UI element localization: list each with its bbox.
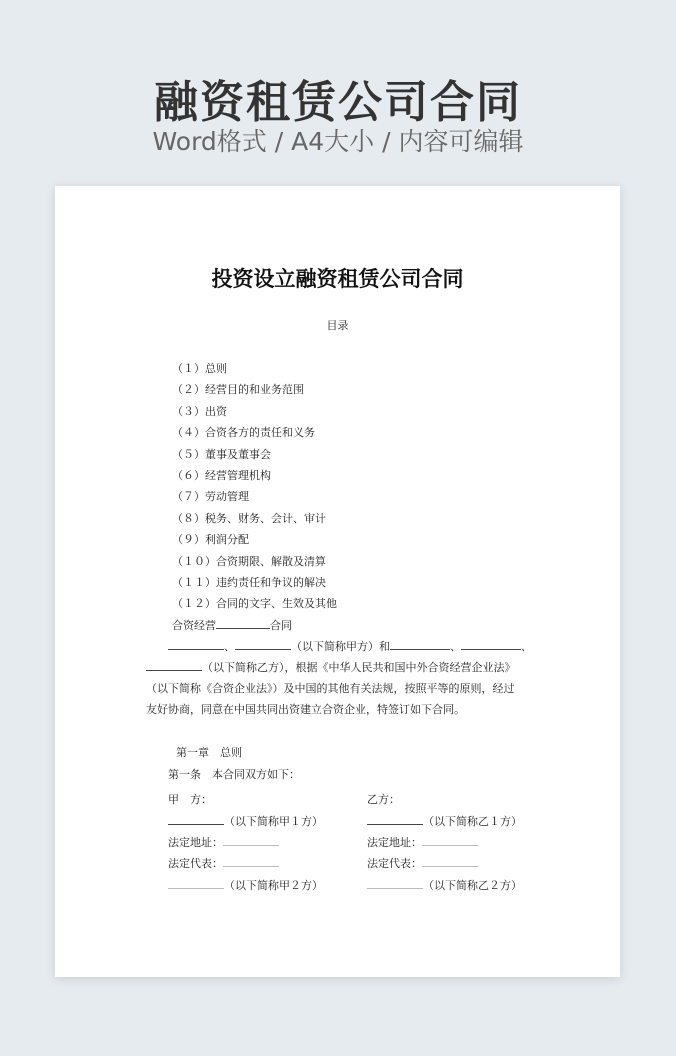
intro-text: （以下简称甲方）和 [291,640,390,653]
party-a-address [168,833,279,850]
table-of-contents [172,358,572,636]
toc-item: （１１）违约责任和争议的解决 [172,576,326,590]
contract-name-line [172,615,572,636]
intro-line-4: 友好协商，同意在中国共同出资建立合资企业，特签订如下合同。 [146,703,465,716]
banner-title: 融资租赁公司合同 [154,77,522,128]
article-one: 第一条 本合同双方如下： [168,768,300,781]
toc-item: （２）经营目的和业务范围 [172,383,304,397]
party-blank [461,637,521,650]
party-a-label: 甲 方： [168,793,212,806]
name-blank [168,876,224,889]
party-a-rep2-text: （以下简称甲２方） [224,879,323,892]
name-blank [367,876,423,889]
party-a-rep1-text: （以下简称甲１方） [224,815,323,828]
party-b-legal-rep [367,854,478,871]
toc-item: （１２）合同的文字、生效及其他 [172,597,337,611]
chapter-heading: 第一章 总则 [176,746,242,759]
name-blank [168,812,224,825]
toc-item: （５）董事及董事会 [172,447,271,461]
toc-item: （１０）合资期限、解散及清算 [172,554,326,568]
party-blank [146,658,202,671]
toc-item: （１）总则 [172,362,227,375]
name-blank [367,812,423,825]
party-b-rep1 [367,812,522,829]
toc-item: （９）利润分配 [172,533,249,547]
party-a-rep2 [168,876,323,893]
party-blank [390,637,450,650]
legal-rep-blank [223,854,279,867]
party-b-label: 乙方： [367,793,400,806]
party-b-address-label: 法定地址： [367,836,422,849]
party-b-rep1-text: （以下简称乙１方） [423,815,522,828]
intro-line-3: （以下简称《合资企业法》）及中国的其他有关法规，按照平等的原则，经过 [146,682,515,695]
toc-item: （４）合资各方的责任和义务 [172,426,315,440]
party-a-legal-rep [168,854,279,871]
intro-line-2 [146,657,516,678]
toc-item: （８）税务、财务、会计、审计 [172,511,326,525]
party-b-rep2-text: （以下简称乙２方） [423,879,522,892]
legal-rep-blank [422,854,478,867]
contract-name-blank [216,616,270,629]
document-page [55,186,620,977]
toc-heading: 目录 [326,319,349,332]
address-blank [223,833,279,846]
party-a-rep1 [168,812,323,829]
intro-line-1: 、 （以下简称甲方）和 、 、 [168,636,532,657]
banner-subtitle: Word格式 / A4大小 / 内容可编辑 [152,127,524,156]
party-a-legal-rep-label: 法定代表： [168,857,223,870]
address-blank [422,833,478,846]
toc-item: （３）出资 [172,404,227,418]
toc-item: （７）劳动管理 [172,490,249,504]
contract-suffix: 合同 [270,618,292,632]
party-b-address [367,833,478,850]
party-blank [235,637,291,650]
party-b-rep2 [367,876,522,893]
toc-item: （６）经营管理机构 [172,469,271,483]
intro-text: （以下简称乙方），根据《中华人民共和国中外合资经营企业法》 [202,661,516,674]
contract-prefix: 合资经营 [172,618,216,632]
document-title: 投资设立融资租赁公司合同 [211,267,464,291]
party-a-address-label: 法定地址： [168,836,223,849]
party-blank [168,637,224,650]
party-b-legal-rep-label: 法定代表： [367,857,422,870]
